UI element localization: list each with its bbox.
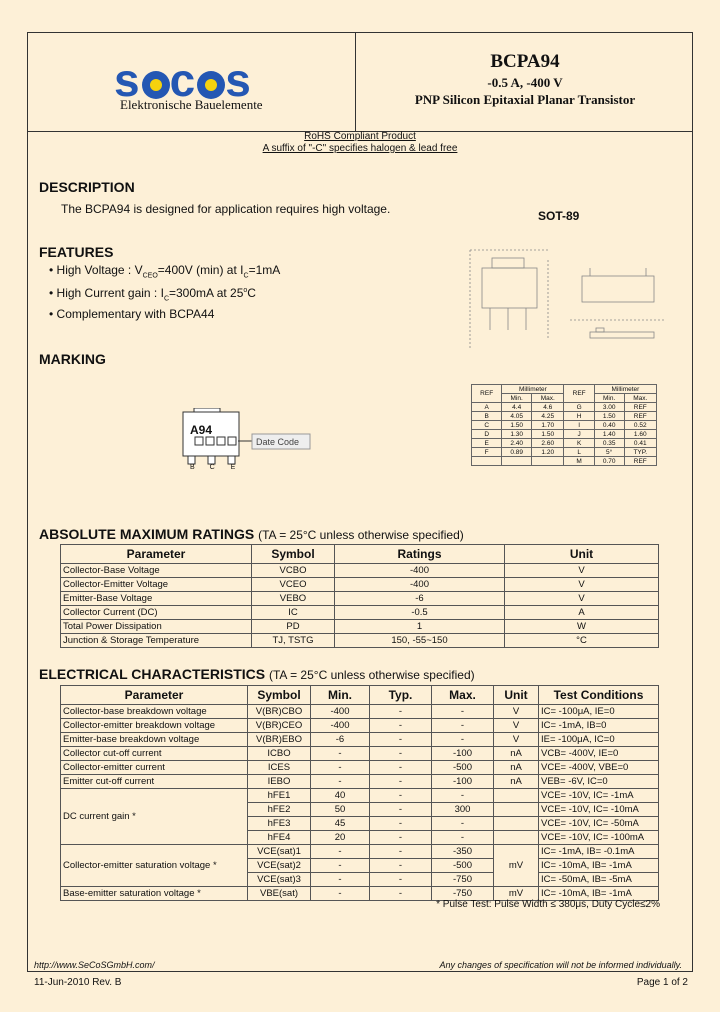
elec-cell: - <box>370 719 432 733</box>
abs-row <box>61 620 659 634</box>
dim-row <box>472 439 657 448</box>
elec-cell: - <box>311 775 370 789</box>
package-end-view <box>590 332 654 338</box>
dim-cell: L <box>564 448 594 457</box>
marking-pin <box>188 456 195 464</box>
elec-row <box>61 719 659 733</box>
elec-cell: VEB= -6V, IC=0 <box>539 775 659 789</box>
elec-cell: IC= -10mA, IB= -1mA <box>539 887 659 901</box>
abs-cell: Total Power Dissipation <box>61 620 252 634</box>
elec-cell: VCE(sat)2 <box>248 859 311 873</box>
elec-cell: Collector-emitter saturation voltage * <box>61 845 248 887</box>
abs-cell: -6 <box>335 592 505 606</box>
dim-cell: 2.40 <box>502 439 532 448</box>
abs-row <box>61 606 659 620</box>
elec-cell <box>494 831 539 845</box>
elec-cell: mV <box>494 887 539 901</box>
dim-cell: REF <box>624 403 656 412</box>
package-top-body <box>482 268 537 308</box>
abs-cell: W <box>505 620 659 634</box>
feature-item: • High Voltage : $V_{CEO}=400V$ (min) at $I_C=1mA$ <box>49 263 280 283</box>
elec-cell: V(BR)CBO <box>248 705 311 719</box>
elec-cell: - <box>370 845 432 859</box>
package-drawing <box>460 240 670 375</box>
dim-cell: 0.52 <box>624 421 656 430</box>
abs-max-cond: (TA = 25°C unless otherwise specified) <box>258 528 464 542</box>
elec-row <box>61 775 659 789</box>
dim-cell: 1.20 <box>532 448 564 457</box>
elec-cell: - <box>311 859 370 873</box>
elec-header: Typ. <box>370 686 432 705</box>
dim-row <box>472 421 657 430</box>
elec-cell: 300 <box>432 803 494 817</box>
marking-pins <box>190 464 240 471</box>
elec-cell: - <box>370 831 432 845</box>
pulse-note: * Pulse Test: Pulse Width ≤ 380μs, Duty Cycle≤2% <box>436 899 660 910</box>
abs-cell: A <box>505 606 659 620</box>
elec-table <box>60 685 659 901</box>
elec-cell: - <box>432 817 494 831</box>
rohs-line1: RoHS Compliant Product <box>304 131 416 142</box>
description-heading: DESCRIPTION <box>39 179 135 195</box>
elec-cell: -400 <box>311 719 370 733</box>
feature-item: • High Current gain : $I_C=300mA$ at 25$^o$C <box>49 283 280 306</box>
abs-cell: IC <box>252 606 335 620</box>
footer-date: 11-Jun-2010 Rev. B <box>34 977 122 988</box>
elec-cell: DC current gain * <box>61 789 248 845</box>
dim-subheader: Min. <box>502 394 532 403</box>
elec-cell: nA <box>494 775 539 789</box>
features-heading: FEATURES <box>39 244 114 260</box>
elec-cell: - <box>311 887 370 901</box>
elec-cell: - <box>370 817 432 831</box>
dim-cell: 2.60 <box>532 439 564 448</box>
elec-cond: (TA = 25°C unless otherwise specified) <box>268 668 475 682</box>
dim-cell: REF <box>624 457 656 466</box>
elec-cell: ICBO <box>248 747 311 761</box>
elec-cell: Emitter-base breakdown voltage <box>61 733 248 747</box>
elec-cell: hFE2 <box>248 803 311 817</box>
abs-cell: -400 <box>335 578 505 592</box>
dim-subheader: Max. <box>624 394 656 403</box>
abs-row <box>61 578 659 592</box>
elec-row <box>61 747 659 761</box>
elec-cell: IE= -100μA, IC=0 <box>539 733 659 747</box>
elec-cell: - <box>311 873 370 887</box>
dim-cell: G <box>564 403 594 412</box>
dim-cell: A <box>472 403 502 412</box>
elec-cell: ICES <box>248 761 311 775</box>
footer-notice: Any changes of specification will not be informed individually. <box>439 960 682 970</box>
abs-cell: V <box>505 564 659 578</box>
dim-cell: 1.50 <box>502 421 532 430</box>
elec-cell: - <box>370 747 432 761</box>
dim-cell: E <box>472 439 502 448</box>
abs-max-heading <box>39 526 464 542</box>
marking-pin <box>228 456 235 464</box>
pin-label: E <box>230 464 236 471</box>
elec-cell: -100 <box>432 775 494 789</box>
elec-header: Parameter <box>61 686 248 705</box>
elec-header: Min. <box>311 686 370 705</box>
dim-cell: REF <box>624 412 656 421</box>
abs-header: Ratings <box>335 545 505 564</box>
marking-code: A94 <box>190 423 213 437</box>
elec-cell: V <box>494 719 539 733</box>
elec-cell: - <box>311 761 370 775</box>
elec-cell: - <box>432 705 494 719</box>
dim-cell: 0.89 <box>502 448 532 457</box>
elec-row <box>61 789 659 803</box>
abs-cell: 1 <box>335 620 505 634</box>
dim-cell <box>502 457 532 466</box>
elec-cell: VCE= -10V, IC= -100mA <box>539 831 659 845</box>
logo-subtitle: Elektronische Bauelemente <box>120 97 263 112</box>
abs-cell: V <box>505 578 659 592</box>
part-number: BCPA94 <box>490 51 560 72</box>
elec-cell: IC= -1mA, IB= -0.1mA <box>539 845 659 859</box>
elec-row <box>61 705 659 719</box>
elec-cell: - <box>370 803 432 817</box>
elec-cell: 40 <box>311 789 370 803</box>
abs-header: Parameter <box>61 545 252 564</box>
elec-cell: - <box>370 705 432 719</box>
dim-cell: 1.60 <box>624 430 656 439</box>
date-code-label: Date Code <box>256 437 300 447</box>
dim-cell: M <box>564 457 594 466</box>
dim-row <box>472 403 657 412</box>
dim-header: REF <box>564 385 594 403</box>
dim-cell: F <box>472 448 502 457</box>
elec-cell <box>494 803 539 817</box>
dim-cell: H <box>564 412 594 421</box>
elec-cell: IEBO <box>248 775 311 789</box>
package-label: SOT-89 <box>538 209 580 223</box>
dim-cell: 0.70 <box>594 457 624 466</box>
dim-cell: 1.40 <box>594 430 624 439</box>
elec-cell: Collector cut-off current <box>61 747 248 761</box>
elec-cell: -750 <box>432 887 494 901</box>
elec-cell: - <box>311 845 370 859</box>
elec-cell: nA <box>494 747 539 761</box>
elec-cell: mV <box>494 845 539 887</box>
elec-cell: - <box>370 761 432 775</box>
elec-cell: Collector-emitter breakdown voltage <box>61 719 248 733</box>
abs-cell: -0.5 <box>335 606 505 620</box>
abs-cell: °C <box>505 634 659 648</box>
elec-cell: 20 <box>311 831 370 845</box>
elec-cell <box>494 817 539 831</box>
elec-cell: VCE= -10V, IC= -10mA <box>539 803 659 817</box>
package-end-lead <box>596 328 604 332</box>
dim-cell: 1.30 <box>502 430 532 439</box>
dim-cell: 4.05 <box>502 412 532 421</box>
dim-cell: 0.40 <box>594 421 624 430</box>
dim-cell: 5° <box>594 448 624 457</box>
marking-pin <box>208 456 215 464</box>
part-description: PNP Silicon Epitaxial Planar Transistor <box>414 92 636 107</box>
dim-cell: TYP. <box>624 448 656 457</box>
elec-cell: IC= -100μA, IE=0 <box>539 705 659 719</box>
marking-chip-tab <box>194 408 220 412</box>
dim-cell: C <box>472 421 502 430</box>
elec-cell: - <box>370 887 432 901</box>
product-title <box>356 51 694 108</box>
elec-cell: Collector-base breakdown voltage <box>61 705 248 719</box>
abs-cell: Collector-Base Voltage <box>61 564 252 578</box>
abs-cell: VCEO <box>252 578 335 592</box>
elec-cell: -400 <box>311 705 370 719</box>
abs-row <box>61 634 659 648</box>
package-tab <box>492 258 524 268</box>
dim-cell: B <box>472 412 502 421</box>
elec-heading <box>39 666 475 682</box>
elec-cell: -6 <box>311 733 370 747</box>
dim-cell: I <box>564 421 594 430</box>
dim-cell: 1.70 <box>532 421 564 430</box>
abs-cell: VCBO <box>252 564 335 578</box>
abs-cell: V <box>505 592 659 606</box>
elec-cell: - <box>370 733 432 747</box>
elec-cell: VCE= -10V, IC= -1mA <box>539 789 659 803</box>
elec-cell: - <box>370 873 432 887</box>
pin-label: B <box>190 464 195 471</box>
abs-cell: Collector Current (DC) <box>61 606 252 620</box>
elec-cell: - <box>432 719 494 733</box>
elec-cell: V <box>494 733 539 747</box>
elec-cell: VCB= -400V, IE=0 <box>539 747 659 761</box>
dim-cell: 4.25 <box>532 412 564 421</box>
abs-cell: Junction & Storage Temperature <box>61 634 252 648</box>
dim-cell: 4.6 <box>532 403 564 412</box>
elec-title: ELECTRICAL CHARACTERISTICS <box>39 666 266 682</box>
dim-cell: 1.50 <box>532 430 564 439</box>
dimension-table <box>471 384 657 466</box>
elec-cell: - <box>370 859 432 873</box>
elec-cell: - <box>432 789 494 803</box>
secos-logo: s c s <box>114 54 253 106</box>
elec-cell: VCE= -10V, IC= -50mA <box>539 817 659 831</box>
abs-cell: PD <box>252 620 335 634</box>
elec-header: Symbol <box>248 686 311 705</box>
rohs-line2: A suffix of "-C" specifies halogen & lead free <box>262 143 458 154</box>
elec-cell: IC= -50mA, IB= -5mA <box>539 873 659 887</box>
package-side-body <box>582 276 654 302</box>
elec-cell: hFE1 <box>248 789 311 803</box>
elec-header: Unit <box>494 686 539 705</box>
elec-cell: VCE(sat)1 <box>248 845 311 859</box>
elec-row <box>61 761 659 775</box>
dim-row <box>472 448 657 457</box>
elec-header: Max. <box>432 686 494 705</box>
elec-cell: -750 <box>432 873 494 887</box>
elec-cell: -500 <box>432 859 494 873</box>
elec-row <box>61 733 659 747</box>
part-rating: -0.5 A, -400 V <box>487 75 563 90</box>
elec-cell: hFE3 <box>248 817 311 831</box>
elec-cell: nA <box>494 761 539 775</box>
dim-cell: 1.50 <box>594 412 624 421</box>
footer-url[interactable]: http://www.SeCoSGmbH.com/ <box>34 960 155 970</box>
dim-row <box>472 412 657 421</box>
feature-item: • Complementary with BCPA44 <box>49 307 280 322</box>
elec-cell: -100 <box>432 747 494 761</box>
abs-cell: TJ, TSTG <box>252 634 335 648</box>
dim-cell <box>472 457 502 466</box>
footer-page: Page 1 of 2 <box>636 977 688 988</box>
elec-cell: hFE4 <box>248 831 311 845</box>
elec-cell: - <box>311 747 370 761</box>
dim-cell: 0.41 <box>624 439 656 448</box>
elec-cell: VBE(sat) <box>248 887 311 901</box>
marking-heading: MARKING <box>39 351 106 367</box>
elec-cell: - <box>432 733 494 747</box>
elec-cell: - <box>370 789 432 803</box>
abs-header: Symbol <box>252 545 335 564</box>
dim-cell: K <box>564 439 594 448</box>
elec-cell: IC= -1mA, IB=0 <box>539 719 659 733</box>
elec-cell: -500 <box>432 761 494 775</box>
elec-cell: Base-emitter saturation voltage * <box>61 887 248 901</box>
abs-header: Unit <box>505 545 659 564</box>
dim-cell: 3.00 <box>594 403 624 412</box>
abs-row <box>61 592 659 606</box>
elec-row <box>61 845 659 859</box>
dim-header: Millimeter <box>502 385 564 394</box>
dim-row <box>472 430 657 439</box>
elec-cell: 50 <box>311 803 370 817</box>
abs-max-table <box>60 544 659 648</box>
header <box>28 33 692 132</box>
dim-cell <box>532 457 564 466</box>
elec-cell: VCE= -400V, VBE=0 <box>539 761 659 775</box>
elec-cell: V(BR)CEO <box>248 719 311 733</box>
abs-cell: 150, -55~150 <box>335 634 505 648</box>
dim-cell: J <box>564 430 594 439</box>
abs-cell: Collector-Emitter Voltage <box>61 578 252 592</box>
dim-header: Millimeter <box>594 385 656 394</box>
elec-cell: - <box>370 775 432 789</box>
rohs-note <box>28 131 692 155</box>
description-text: The BCPA94 is designed for application requires high voltage. <box>61 202 391 216</box>
features-list <box>49 263 280 322</box>
abs-cell: Emitter-Base Voltage <box>61 592 252 606</box>
elec-cell <box>494 789 539 803</box>
dim-row <box>472 457 657 466</box>
dim-cell: 0.35 <box>594 439 624 448</box>
elec-cell: V(BR)EBO <box>248 733 311 747</box>
elec-cell: IC= -10mA, IB= -1mA <box>539 859 659 873</box>
elec-cell: V <box>494 705 539 719</box>
pin-label: C <box>209 464 215 471</box>
dim-header: REF <box>472 385 502 403</box>
elec-cell: -350 <box>432 845 494 859</box>
abs-row <box>61 564 659 578</box>
dim-subheader: Max. <box>532 394 564 403</box>
elec-cell: Emitter cut-off current <box>61 775 248 789</box>
elec-header: Test Conditions <box>539 686 659 705</box>
elec-cell: Collector-emitter current <box>61 761 248 775</box>
abs-cell: -400 <box>335 564 505 578</box>
dim-subheader: Min. <box>594 394 624 403</box>
abs-max-title: ABSOLUTE MAXIMUM RATINGS <box>39 526 255 542</box>
elec-cell: 45 <box>311 817 370 831</box>
dim-cell: 4.4 <box>502 403 532 412</box>
abs-cell: VEBO <box>252 592 335 606</box>
dim-cell: D <box>472 430 502 439</box>
elec-cell: VCE(sat)3 <box>248 873 311 887</box>
elec-cell: - <box>432 831 494 845</box>
